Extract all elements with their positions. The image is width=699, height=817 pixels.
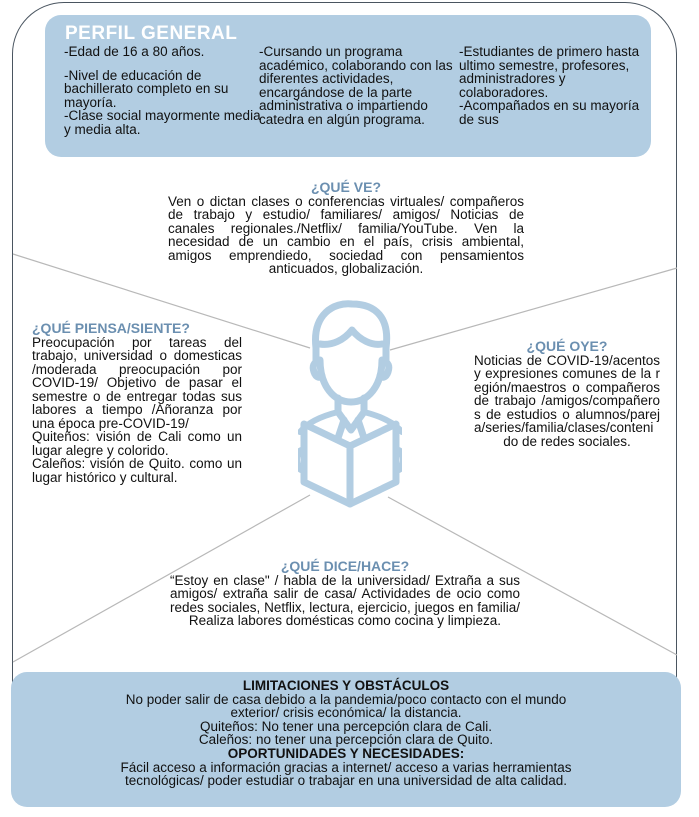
que-dice-section	[170, 560, 520, 628]
limitaciones-line: Quiteños: No tener una percepción clara de Cali.	[200, 718, 492, 734]
que-piensa-text: Preocupación por tareas del trabajo, universidad o domesticas /moderada preocupación por COVID-19/ Objetivo de pasar el semestre o de entregar todas sus labores a tiempo /Añoranza por una época pre-COVID-19/	[32, 334, 242, 431]
que-ve-text: Ven o dictan clases o conferencias virtuales/ compañeros de trabajo y estudio/ familiares/ amigos/ Noticias de canales regionales./Netflix/ familia/YouTube. Ven la necesidad de un cambio en el país, crisis ambiental, amigos emprendiedo, sociedad con pensamientos anticuados, globalización.	[168, 193, 524, 276]
que-oye-section	[474, 340, 660, 448]
perfil-column-2	[259, 45, 459, 126]
perfil-general-title: PERFIL GENERAL	[65, 23, 238, 44]
perfil-column-3	[459, 45, 649, 126]
perfil-spacer	[64, 59, 264, 69]
que-piensa-quitenos: Quiteños: visión de Cali como un lugar alegre y colorido.	[32, 429, 242, 458]
limitaciones-line: exterior/ crisis económica/ la distancia.	[230, 705, 462, 721]
limitaciones-line: No poder salir de casa debido a la pandemia/poco contacto con el mundo	[125, 691, 567, 707]
oportunidades-title: OPORTUNIDADES Y NECESIDADES:	[227, 745, 465, 761]
oportunidades-line: tecnológicas/ poder estudiar o trabajar en una universidad de alta calidad.	[124, 773, 568, 789]
limitaciones-line: Caleños: no tener una percepción clara de Quito.	[198, 732, 494, 748]
que-piensa-section	[32, 322, 242, 484]
limitaciones-oportunidades-panel	[11, 672, 681, 807]
que-oye-heading: ¿QUÉ OYE?	[526, 338, 608, 354]
perfil-item: -Nivel de educación de bachillerato completo en su mayoría.	[64, 67, 229, 110]
person-reading-book-icon	[298, 300, 402, 515]
perfil-item: -Clase social mayormente media y media alta.	[64, 108, 261, 137]
perfil-column-1	[64, 45, 264, 136]
oportunidades-line: Fácil acceso a información gracias a internet/ acceso a varias herramientas	[120, 759, 572, 775]
perfil-item: -Cursando un programa académico, colaborando con las diferentes actividades, encargándose de la parte administrativa o impartiendo catedra en algún programa.	[259, 44, 453, 127]
que-piensa-calenos: Caleños: visión de Quito. como un lugar histórico y cultural.	[32, 456, 242, 485]
que-piensa-heading: ¿QUÉ PIENSA/SIENTE?	[32, 320, 190, 336]
perfil-item: -Estudiantes de primero hasta ultimo semestre, profesores, administradores y colaboradores.	[459, 44, 640, 100]
que-oye-text: Noticias de COVID-19/acentos y expresiones comunes de la región/maestros o compañeros de trabajo /amigos/compañeros de estudios o alumnos/pareja/series/familia/clases/contenido de redes sociales.	[474, 352, 660, 449]
que-dice-text: “Estoy en clase" / habla de la universidad/ Extraña a sus amigos/ extraña salir de casa/ Actividades de ocio como redes sociales, Netflix, lectura, ejercicio, juegos en familia/ Realiza labores domésticas como cocina y limpieza.	[170, 572, 520, 628]
que-ve-section	[168, 181, 524, 276]
perfil-item: -Acompañados en su mayoría de sus	[459, 98, 640, 127]
limitaciones-title: LIMITACIONES Y OBSTÁCULOS	[242, 678, 450, 693]
que-dice-heading: ¿QUÉ DICE/HACE?	[280, 558, 410, 574]
que-ve-heading: ¿QUÉ VE?	[310, 179, 381, 195]
perfil-item: -Edad de 16 a 80 años.	[64, 44, 205, 59]
perfil-general-panel	[45, 15, 651, 157]
